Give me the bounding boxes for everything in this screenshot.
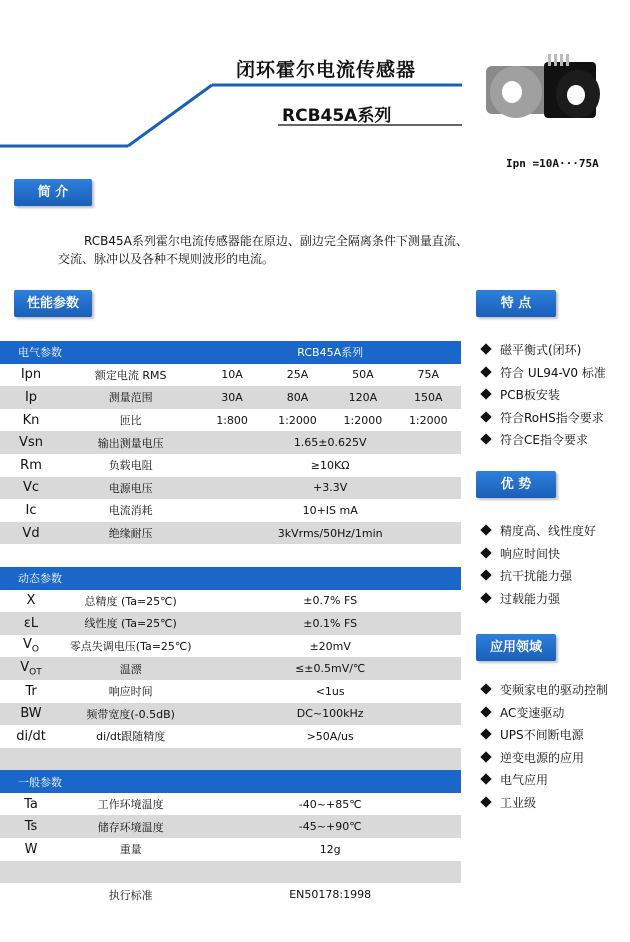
table-row [0,635,461,658]
page-title: 闭环霍尔电流传感器 [236,59,417,81]
standard-name: 执行标准 [108,888,153,902]
param-value: 80A [265,386,330,409]
param-symbol: $V_O$ [23,637,39,655]
diamond-bullet-icon [480,343,491,354]
param-value: 1.65±0.625V [199,431,461,454]
param-value: ≤±0.5mV/℃ [199,657,461,680]
param-symbol: $V_{OT}$ [0,657,62,680]
list-item-label: 电气应用 [500,773,549,787]
param-symbol: W [24,841,38,857]
param-name: 温漂 [62,657,199,680]
diamond-bullet-icon [480,524,491,535]
list-item-label: 逆变电源的应用 [500,750,585,765]
list-item [482,431,588,448]
param-name: 电源电压 [62,477,199,500]
param-symbol: Ta [24,796,38,812]
list-item-label: 过载能力强 [500,591,561,606]
intro-text: RCB45A系列霍尔电流传感器能在原边、副边完全隔离条件下测量直流、交流、脉冲以及各种不规则波形的电流。 [58,234,468,266]
list-item [482,704,564,721]
param-symbol: Ic [25,502,37,518]
spacer-row [0,861,461,884]
table-row [0,703,461,726]
list-item-label: 符合RoHS指令要求 [500,410,604,425]
param-symbol: Ip [0,386,62,409]
param-symbol: X [26,593,36,609]
param-name: 绝缘耐压 [62,522,199,545]
section-title: 动态参数 [0,567,199,590]
spacer-row [0,748,461,771]
page-subtitle: RCB45A系列 [282,106,392,126]
standard-row [0,883,461,906]
table-row [0,431,461,454]
param-name: 频带宽度(-0.5dB) [62,703,199,726]
param-name: 工作环境温度 [97,798,164,812]
param-name: 响应时间 [108,685,153,699]
param-value: 50A [352,368,374,382]
list-item [482,681,608,698]
table-row [0,522,461,545]
param-name: 重量 [119,843,142,857]
list-item [482,567,572,584]
param-value: 1:2000 [343,413,383,427]
list-item [482,590,560,607]
diamond-bullet-icon [480,796,491,807]
param-symbol: Ts [0,815,62,838]
param-symbol: Rm [20,457,42,473]
param-value: 150A [396,386,461,409]
param-name: 线性度 (Ta=25℃) [62,612,199,635]
param-name: di/dt跟随精度 [96,730,166,744]
param-name: 负载电阻 [108,459,153,473]
param-value: ±0.1% FS [199,612,461,635]
list-item [482,409,604,426]
list-item [482,794,536,811]
list-item-label: 工业级 [500,795,537,810]
table-row [0,725,461,748]
diamond-bullet-icon [480,592,491,603]
param-value: 10A [221,368,243,382]
tab-features: 特 点 [476,290,556,317]
param-value: 3kVrms/50Hz/1min [199,522,461,545]
param-value: >50A/us [306,729,354,743]
diamond-bullet-icon [480,706,491,717]
list-item [482,341,581,358]
spacer-row [0,544,461,567]
diamond-bullet-icon [480,773,491,784]
param-value: 30A [199,386,264,409]
table-row [0,364,461,387]
param-value: DC~100kHz [199,703,461,726]
param-symbol: Vd [0,522,62,545]
standard-value: EN50178:1998 [289,888,372,902]
param-name: 零点失调电压(Ta=25℃) [69,640,192,654]
diamond-bullet-icon [480,569,491,580]
list-item-label: 磁平衡式(闭环) [500,343,582,357]
diamond-bullet-icon [480,411,491,422]
diamond-bullet-icon [480,683,491,694]
list-item [482,726,584,743]
list-item-label: 变频家电的驱动控制 [500,683,609,697]
param-symbol: di/dt [16,728,46,744]
param-name: 输出测量电压 [62,431,199,454]
diamond-bullet-icon [480,547,491,558]
table-row [0,815,461,838]
diamond-bullet-icon [480,388,491,399]
list-item-label: 符合CE指令要求 [500,433,588,447]
list-item [482,522,596,539]
tab-params: 性能参数 [14,290,92,317]
params-table [0,341,461,906]
param-value: 1:2000 [408,413,448,427]
param-symbol: Ipn [20,367,42,383]
section-header [0,770,461,793]
sensor-photo [478,52,608,132]
tab-advantages: 优 势 [476,471,556,498]
param-value: 1:800 [216,413,248,427]
list-item-label: 抗干扰能力强 [500,569,573,583]
list-item-label: UPS不间断电源 [500,728,584,742]
list-item-label: 精度高、线性度好 [500,524,597,538]
param-value: ±20mV [309,639,351,653]
section-title: 电气参数 [0,341,199,364]
table-row [0,477,461,500]
param-symbol: BW [0,703,62,726]
section-header [0,567,461,590]
param-value: -45~+90℃ [199,815,461,838]
table-row [0,454,461,477]
param-value: ≥10KΩ [310,458,350,472]
section-series: RCB45A系列 [199,341,461,364]
tab-applications: 应用领域 [476,634,556,661]
list-item-label: 响应时间快 [500,546,561,561]
section-title: 一般参数 [0,770,199,793]
param-name: 电流消耗 [108,504,153,518]
param-value: 75A [417,368,440,382]
table-row [0,838,461,861]
list-item [482,749,584,766]
param-value: 10+IS mA [302,503,358,517]
param-value: ±0.7% FS [303,594,358,608]
param-symbol: εL [0,612,62,635]
list-item [482,771,548,788]
diamond-bullet-icon [480,433,491,444]
list-item-label: PCB板安装 [500,388,560,402]
table-row [0,499,461,522]
param-value: 25A [286,368,309,382]
param-name: 额定电流 RMS [94,368,167,382]
param-value: <1us [315,684,345,698]
param-name: 总精度 (Ta=25℃) [84,594,177,608]
param-value: 1:2000 [278,413,317,427]
list-item-label: 符合 UL94-V0 标准 [500,365,606,380]
diamond-bullet-icon [480,728,491,739]
table-row [0,386,461,409]
tab-intro: 简 介 [14,179,92,206]
list-item-label: AC变速驱动 [500,705,565,720]
param-value: +3.3V [199,477,461,500]
table-row [0,590,461,613]
param-name: 储存环境温度 [62,815,199,838]
section-series [199,770,461,793]
param-symbol: Vsn [0,431,62,454]
diamond-bullet-icon [480,751,491,762]
param-symbol: Tr [25,683,37,699]
diamond-bullet-icon [480,366,491,377]
ipn-range: Ipn =10A···75A [506,157,599,170]
param-name: 测量范围 [62,386,199,409]
section-header [0,341,461,364]
table-row [0,680,461,703]
table-row [0,409,461,432]
list-item [482,364,606,381]
table-row [0,612,461,635]
section-series [199,567,461,590]
param-value: 12g [319,842,341,856]
param-symbol: Kn [22,412,40,428]
param-name: 匝比 [119,414,142,428]
list-item [482,545,560,562]
param-value: 120A [330,386,395,409]
table-row [0,793,461,816]
list-item [482,386,560,403]
table-row [0,657,461,680]
param-symbol: Vc [0,477,62,500]
param-value: -40~+85℃ [298,797,362,811]
